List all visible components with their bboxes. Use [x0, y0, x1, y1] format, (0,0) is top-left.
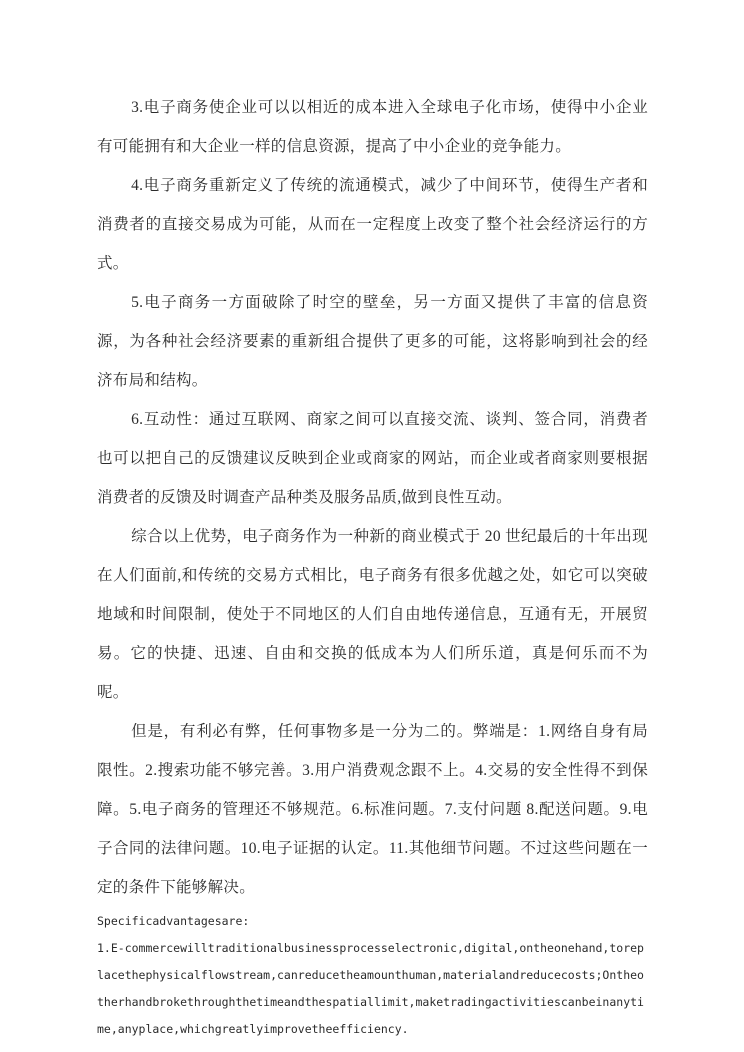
en-paragraph-heading: Specificadvantagesare:: [97, 914, 250, 928]
zh-paragraph-drawbacks: 但是，有利必有弊，任何事物多是一分为二的。弊端是：1.网络自身有局限性。2.搜索功能不够完善。3.用户消费观念跟不上。4.交易的安全性得不到保障。5.电子商务的管理还不够规范。6.标准问题。7.支付问题 8.配送问题。9.电子合同的法律问题。10.电子证据的认定。11.其他细节问题。不过这些问题在一定的条件下能够解决。: [97, 723, 648, 896]
zh-paragraph-advantage-4: 4.电子商务重新定义了传统的流通模式，减少了中间环节，使得生产者和消费者的直接交易成为可能，从而在一定程度上改变了整个社会经济运行的方式。: [97, 177, 648, 272]
zh-paragraph-advantage-5: 5.电子商务一方面破除了时空的壁垒，另一方面又提供了丰富的信息资源，为各种社会经济要素的重新组合提供了更多的可能，这将影响到社会的经济布局和结构。: [97, 294, 648, 389]
zh-paragraph-summary: 综合以上优势，电子商务作为一种新的商业模式于 20 世纪最后的十年出现在人们面前,和传统的交易方式相比，电子商务有很多优越之处，如它可以突破地域和时间限制，使处于不同地区的人们自由地传递信息，互通有无，开展贸易。它的快捷、迅速、自由和交换的低成本为人们所乐道，真是何乐而不为呢。: [97, 528, 648, 701]
en-paragraph-body: 1.E-commercewilltraditionalbusinessprocesselectronic,digital,ontheonehand,toreplacethephysicalflowstream,canreducetheamounthuman,materialandreducecosts;Ontheotherhandbrokethroughthetimeandthespatiallimit,maketradingactivitiescanbeinanytime,anyplace,whichgreatlyimprovetheefficiency.: [97, 941, 644, 1036]
chinese-text-block: [97, 88, 648, 907]
english-text-block: [97, 908, 648, 1043]
zh-paragraph-advantage-6: 6.互动性：通过互联网、商家之间可以直接交流、谈判、签合同，消费者也可以把自己的反馈建议反映到企业或商家的网站，而企业或者商家则要根据消费者的反馈及时调查产品种类及服务品质,做到良性互动。: [97, 411, 648, 506]
zh-paragraph-advantage-3: 3.电子商务使企业可以以相近的成本进入全球电子化市场，使得中小企业有可能拥有和大企业一样的信息资源，提高了中小企业的竞争能力。: [97, 99, 648, 155]
